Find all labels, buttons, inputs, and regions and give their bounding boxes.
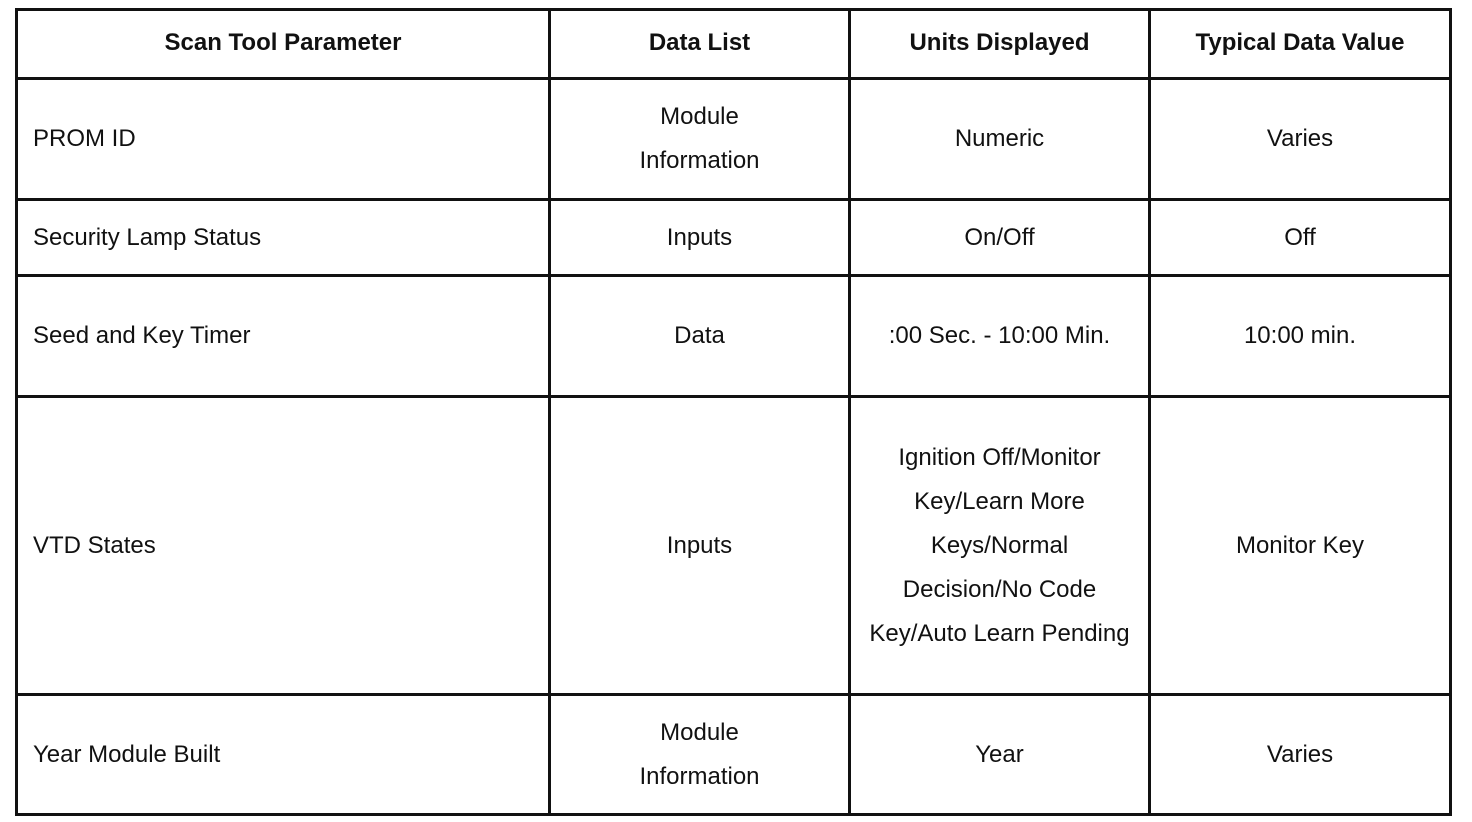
table-row bbox=[17, 695, 1451, 815]
cell-data-list: Inputs bbox=[550, 200, 850, 276]
cell-typical-value: Varies bbox=[1150, 695, 1451, 815]
cell-parameter: VTD States bbox=[17, 397, 550, 695]
header-units-displayed: Units Displayed bbox=[850, 10, 1150, 79]
table-row bbox=[17, 200, 1451, 276]
scan-tool-data-table bbox=[15, 8, 1452, 816]
cell-parameter: Seed and Key Timer bbox=[17, 276, 550, 397]
header-scan-tool-parameter: Scan Tool Parameter bbox=[17, 10, 550, 79]
cell-typical-value: Off bbox=[1150, 200, 1451, 276]
cell-parameter: Security Lamp Status bbox=[17, 200, 550, 276]
cell-units: Ignition Off/Monitor Key/Learn More Keys/Normal Decision/No Code Key/Auto Learn Pending bbox=[850, 397, 1150, 695]
cell-parameter: Year Module Built bbox=[17, 695, 550, 815]
cell-data-list: Data bbox=[550, 276, 850, 397]
table-row bbox=[17, 397, 1451, 695]
table-row bbox=[17, 276, 1451, 397]
header-typical-data-value: Typical Data Value bbox=[1150, 10, 1451, 79]
cell-typical-value: 10:00 min. bbox=[1150, 276, 1451, 397]
cell-units: Year bbox=[850, 695, 1150, 815]
table-header-row bbox=[17, 10, 1451, 79]
cell-data-list: Module Information bbox=[550, 79, 850, 200]
cell-data-list: Inputs bbox=[550, 397, 850, 695]
header-data-list: Data List bbox=[550, 10, 850, 79]
cell-typical-value: Varies bbox=[1150, 79, 1451, 200]
cell-units: Numeric bbox=[850, 79, 1150, 200]
cell-data-list: Module Information bbox=[550, 695, 850, 815]
cell-units: On/Off bbox=[850, 200, 1150, 276]
cell-units: :00 Sec. - 10:00 Min. bbox=[850, 276, 1150, 397]
table-row bbox=[17, 79, 1451, 200]
cell-typical-value: Monitor Key bbox=[1150, 397, 1451, 695]
cell-parameter: PROM ID bbox=[17, 79, 550, 200]
